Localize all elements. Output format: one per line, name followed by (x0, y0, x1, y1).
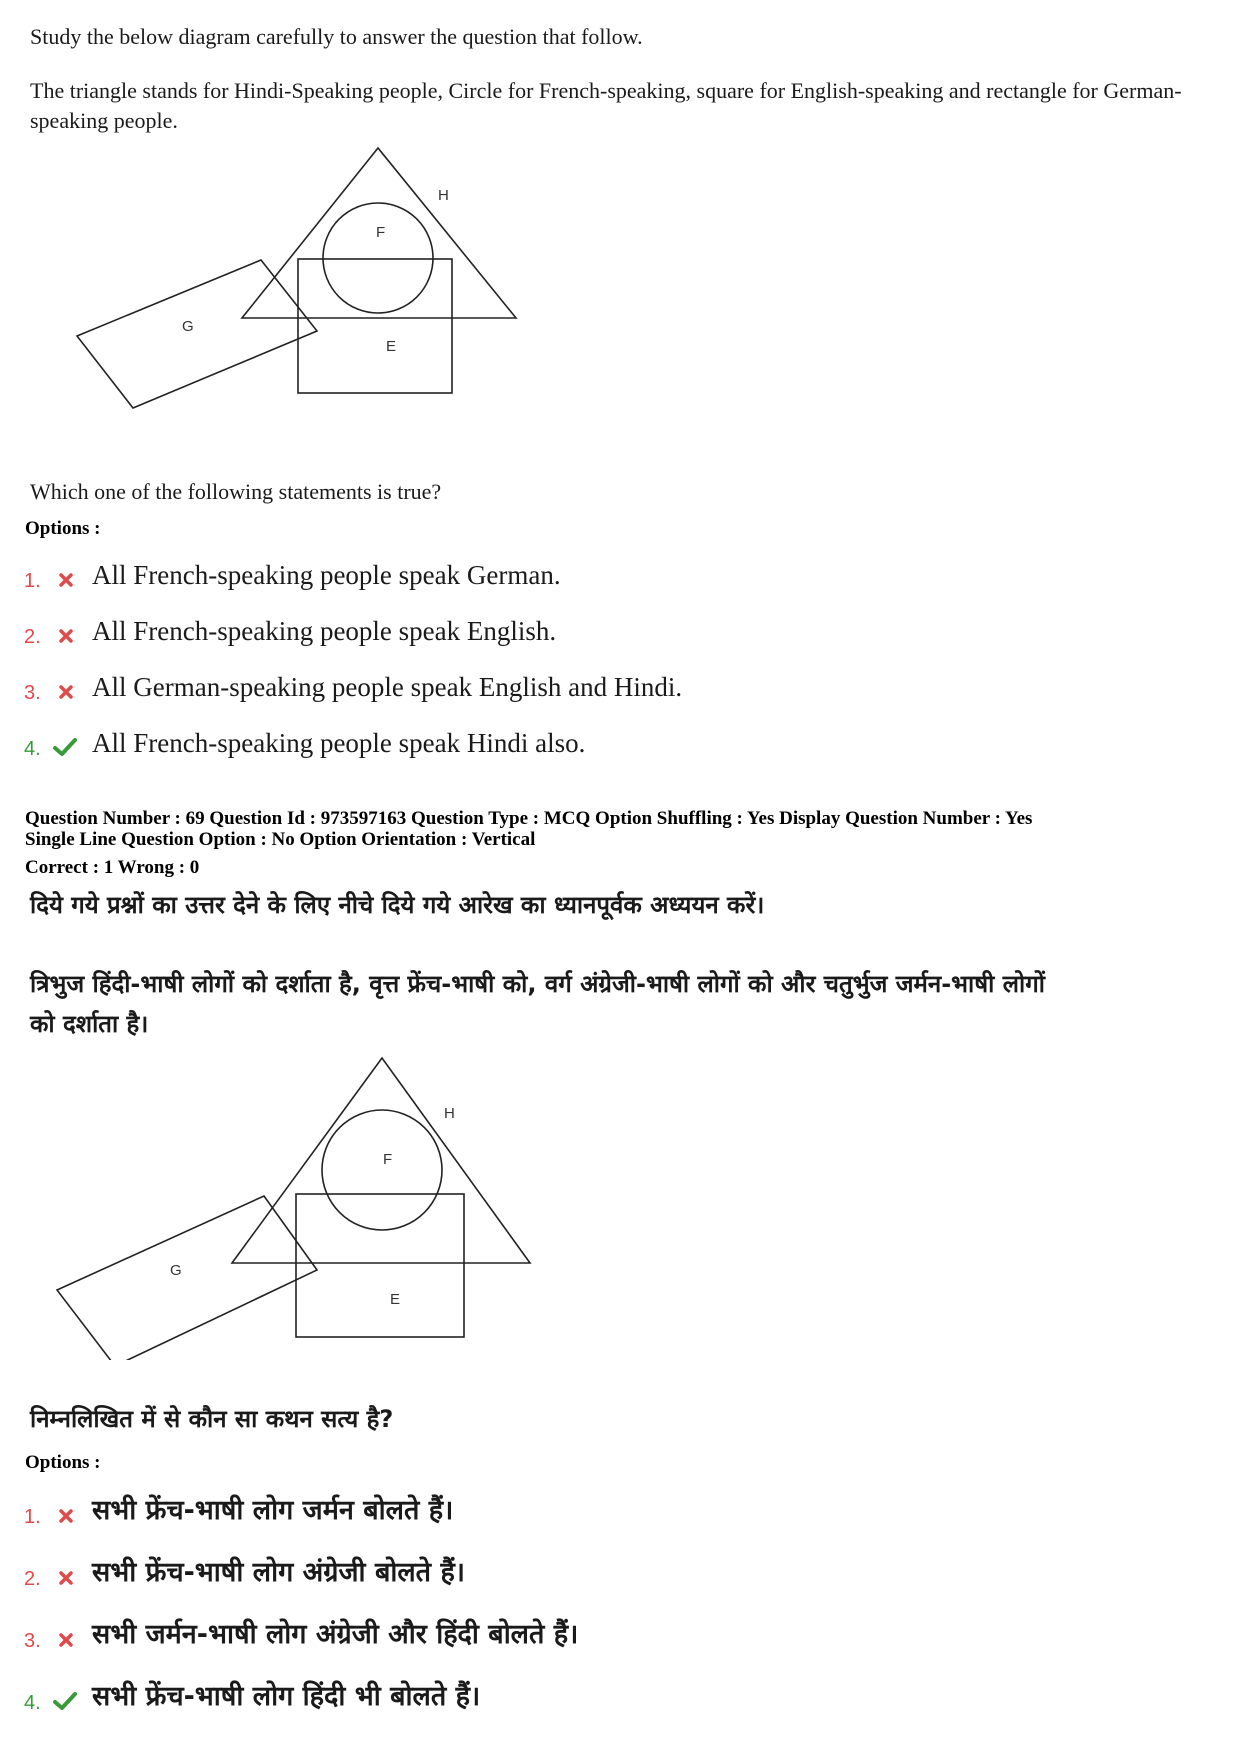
option-text: सभी फ्रेंच-भाषी लोग जर्मन बोलते हैं। (92, 1495, 454, 1526)
option-number: 1. (24, 570, 41, 592)
triangle-hindi-shape (232, 1058, 530, 1263)
circle-french-shape (322, 1110, 442, 1230)
wrong-cross-icon (56, 626, 76, 646)
label-h: H (444, 1105, 455, 1122)
venn-diagram-english (0, 140, 600, 430)
hindi-option-4[interactable] (24, 1676, 924, 1720)
correct-check-icon (52, 736, 78, 758)
hindi-option-2[interactable] (24, 1552, 924, 1596)
hindi-option-1[interactable] (24, 1490, 924, 1534)
question-meta-line-2: Single Line Question Option : No Option Orientation : Vertical (25, 829, 536, 850)
wrong-cross-icon (56, 682, 76, 702)
english-description: The triangle stands for Hindi-Speaking people, Circle for French-speaking, square for English-speaking and rectangle for German-speaking people. (30, 78, 1182, 133)
option-text: सभी जर्मन-भाषी लोग अंग्रेजी और हिंदी बोलते हैं। (92, 1619, 579, 1650)
rectangle-german-shape (77, 260, 317, 408)
label-f: F (376, 224, 386, 241)
label-e: E (386, 338, 397, 355)
option-number: 4. (24, 738, 41, 760)
option-number: 3. (24, 682, 41, 704)
option-text: All German-speaking people speak English and Hindi. (92, 672, 683, 702)
wrong-cross-icon (56, 570, 76, 590)
wrong-cross-icon (56, 1630, 76, 1650)
rectangle-german-shape (57, 1196, 317, 1360)
option-number: 2. (24, 1568, 41, 1590)
hindi-options-label: Options : (25, 1452, 101, 1473)
label-h: H (438, 187, 449, 204)
hindi-option-3[interactable] (24, 1614, 924, 1658)
wrong-cross-icon (56, 1506, 76, 1526)
circle-french-shape (323, 203, 433, 313)
option-text: सभी फ्रेंच-भाषी लोग हिंदी भी बोलते हैं। (92, 1681, 481, 1712)
label-e: E (390, 1291, 401, 1308)
hindi-instruction: दिये गये प्रश्नों का उत्तर देने के लिए नीचे दिये गये आरेख का ध्यानपूर्वक अध्ययन करें। (30, 891, 765, 919)
english-instruction: Study the below diagram carefully to answer the question that follow. (30, 24, 643, 49)
correct-check-icon (52, 1690, 78, 1712)
option-text: All French-speaking people speak Hindi also. (92, 728, 586, 758)
hindi-question: निम्नलिखित में से कौन सा कथन सत्य है? (30, 1405, 394, 1433)
question-meta-line-3: Correct : 1 Wrong : 0 (25, 857, 200, 878)
english-question: Which one of the following statements is true? (30, 479, 442, 504)
option-text: सभी फ्रेंच-भाषी लोग अंग्रेजी बोलते हैं। (92, 1557, 466, 1588)
option-number: 2. (24, 626, 41, 648)
option-text: All French-speaking people speak German. (92, 560, 561, 590)
label-g: G (170, 1262, 182, 1279)
wrong-cross-icon (56, 1568, 76, 1588)
english-option-1[interactable] (24, 560, 824, 600)
hindi-description-line-1: त्रिभुज हिंदी-भाषी लोगों को दर्शाता है, वृत्त फ्रेंच-भाषी को, वर्ग अंग्रेजी-भाषी लोगों को और चतुर्भुज जर्मन-भाषी लोगों (30, 970, 1045, 998)
english-option-3[interactable] (24, 672, 824, 712)
english-option-4[interactable] (24, 728, 824, 768)
square-english-shape (296, 1194, 464, 1337)
label-f: F (383, 1151, 393, 1168)
english-options-label: Options : (25, 518, 101, 539)
option-number: 3. (24, 1630, 41, 1652)
hindi-description-line-2: को दर्शाता है। (30, 1010, 149, 1038)
venn-diagram-hindi (0, 1050, 600, 1360)
option-text: All French-speaking people speak English. (92, 616, 557, 646)
label-g: G (182, 318, 194, 335)
question-meta-line-1: Question Number : 69 Question Id : 973597163 Question Type : MCQ Option Shuffling : Yes Display Question Number : Yes (25, 808, 1033, 829)
option-number: 1. (24, 1506, 41, 1528)
english-option-2[interactable] (24, 616, 824, 656)
option-number: 4. (24, 1692, 41, 1714)
